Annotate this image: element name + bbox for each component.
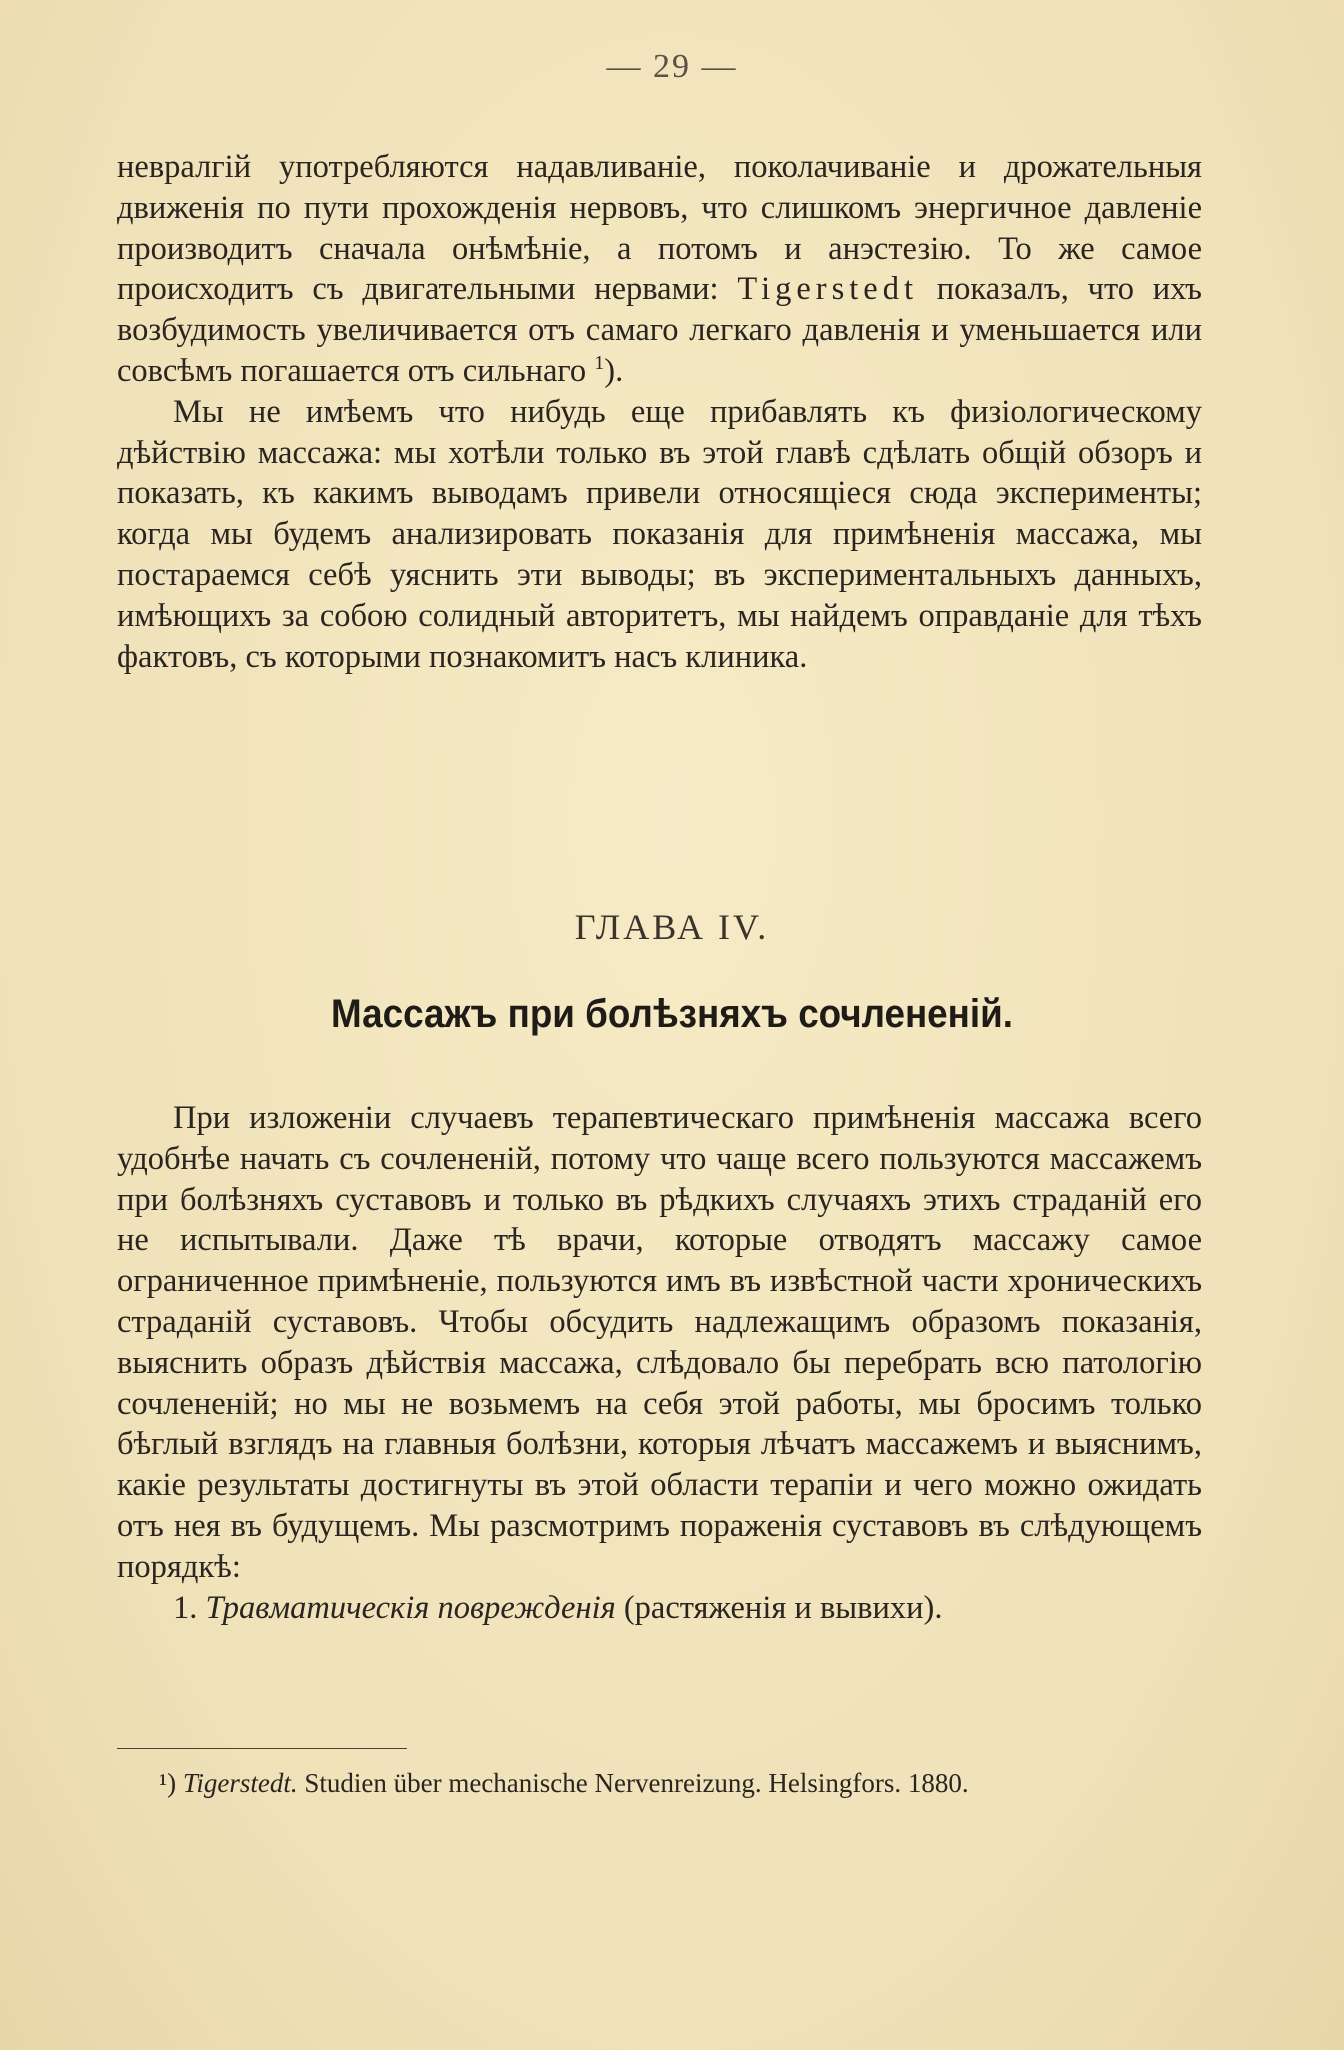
paragraph-tigerstedt — [117, 147, 1202, 392]
footnote-mark: ¹) — [159, 1768, 177, 1798]
paragraph-summary: Мы не имѣемъ что нибудь еще прибавлять къ физіологическому дѣйствію массажа: мы хотѣли только въ этой главѣ сдѣлать общій обзоръ и показать, къ какимъ выводамъ привели относящіеся сюда эксперименты; когда мы будемъ анализировать показанія для примѣненія массажа, мы постараемся себѣ уяснить эти выводы; въ экспериментальныхъ данныхъ, имѣющихъ за собою солидный авторитетъ, мы найдемъ оправданіе для тѣхъ фактовъ, съ которыми познакомитъ насъ клиника. — [117, 393, 1202, 675]
footnote-reference[interactable]: 1 — [594, 352, 605, 375]
paragraph-text: ). — [604, 352, 624, 389]
intro-text — [117, 147, 1202, 677]
list-item — [117, 1588, 1202, 1629]
list-item-number: 1. — [173, 1589, 198, 1626]
list-item-rest: (растяженія и вывихи). — [615, 1589, 943, 1626]
chapter-heading: ГЛАВА IV. — [574, 907, 770, 947]
footnote-divider — [117, 1748, 407, 1749]
footnote — [117, 1765, 1202, 1801]
page-number: — 29 — — [606, 48, 738, 85]
chapter-title: Массажъ при болѣзняхъ сочлененій. — [331, 992, 1013, 1036]
list-item-title: Травматическія поврежденія — [205, 1589, 616, 1626]
author-name: Tigerstedt — [737, 271, 918, 308]
paragraph-text: невралгій употребляются надавливаніе, поколачиваніе и дрожательныя движенія по пути прохожденія нервовъ, что слишкомъ энергичное давленіе производитъ сначала онѣмѣніе, а потомъ и анэстезію. То же самое происходитъ съ двигательными нервами: — [117, 149, 1202, 308]
paragraph-joints: При изложеніи случаевъ терапевтическаго примѣненія массажа всего удобнѣе начать съ сочлененій, потому что чаще всего пользуются массажемъ при болѣзняхъ суставовъ и только въ рѣдкихъ случаяхъ этихъ страданій его не испытывали. Даже тѣ врачи, которые отводятъ массажу самое ограниченное примѣненіе, пользуются имъ въ извѣстной части хроническихъ страданій суставовъ. Чтобы обсудить надлежащимъ образомъ показанія, выяснить образъ дѣйствія массажа, слѣдовало бы перебрать всю патологію сочлененій; но мы не возьмемъ на себя этой работы, мы бросимъ только бѣглый взглядъ на главныя болѣзни, которыя лѣчатъ массажемъ и выяснимъ, какіе результаты достигнуты въ этой области терапіи и чего можно ожидать отъ нея въ будущемъ. Мы разсмотримъ пораженія суставовъ въ слѣдующемъ порядкѣ: — [117, 1100, 1202, 1585]
chapter-text — [117, 1098, 1202, 1628]
paragraph-text: показалъ, что ихъ возбудимость увеличивается отъ самаго легкаго давленія и уменьшается или совсѣмъ погашается отъ сильнаго — [117, 271, 1202, 389]
footnote-text: Studien über mechanische Nervenreizung. Helsingfors. 1880. — [297, 1768, 969, 1798]
footnote-author: Tigerstedt. — [182, 1768, 298, 1798]
